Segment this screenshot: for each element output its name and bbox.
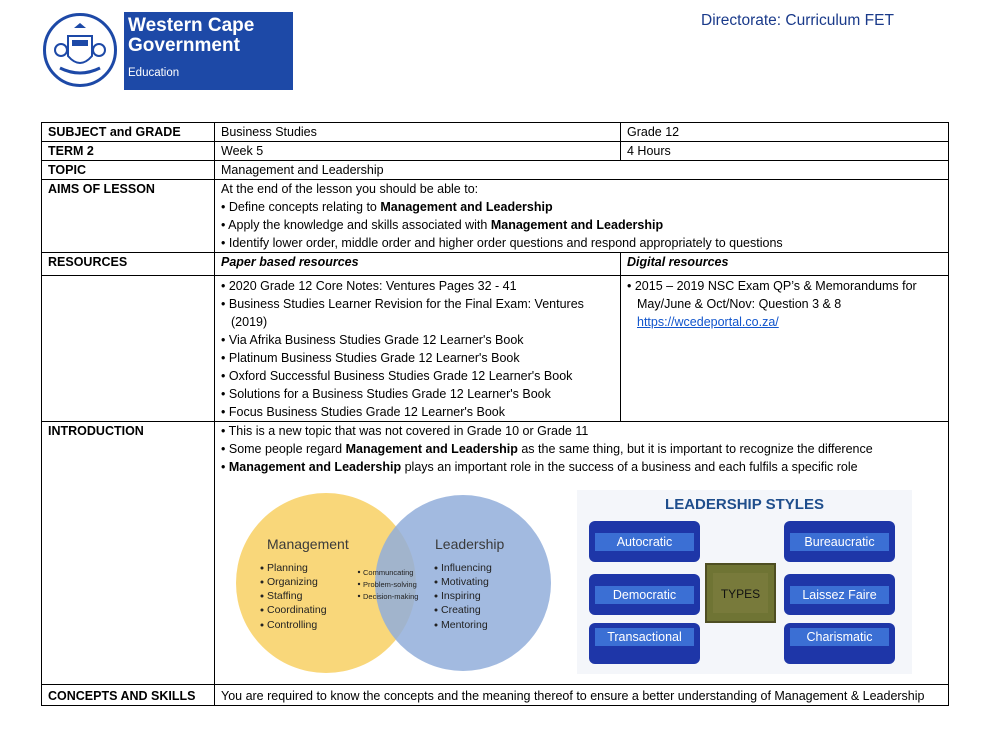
- list-item: May/June & Oct/Nov: Question 3 & 8: [637, 297, 842, 311]
- logo-line-1: Western Cape: [128, 15, 255, 36]
- digital-heading: Digital resources: [621, 253, 949, 276]
- week-value: Week 5: [215, 142, 621, 161]
- types-box: TYPES: [705, 563, 776, 623]
- venn-right-item: Influencing: [441, 562, 492, 574]
- subject-label: SUBJECT and GRADE: [42, 123, 215, 142]
- paper-heading: Paper based resources: [215, 253, 621, 276]
- leadership-styles-graphic: [577, 490, 912, 674]
- concepts-value: You are required to know the concepts and the meaning thereof to ensure a better understanding of Management & Leadership: [215, 685, 949, 706]
- intro-item: • Some people regard Management and Leadership as the same thing, but it is important to recognize the difference: [221, 440, 942, 458]
- topic-value: Management and Leadership: [215, 161, 949, 180]
- aims-item: • Identify lower order, middle order and higher order questions and respond appropriately to questions: [221, 234, 942, 252]
- venn-right-title: Leadership: [435, 536, 505, 552]
- style-box: Autocratic: [589, 521, 700, 562]
- wced-portal-link[interactable]: https://wcedeportal.co.za/: [637, 315, 779, 329]
- style-box: Laissez Faire: [784, 574, 895, 615]
- list-item: • Solutions for a Business Studies Grade 12 Learner's Book: [221, 385, 614, 403]
- style-box: Democratic: [589, 574, 700, 615]
- intro-images: [221, 476, 942, 684]
- subject-row: [42, 123, 949, 142]
- resources-heading-row: [42, 253, 949, 276]
- term-row: [42, 142, 949, 161]
- venn-left-item: Coordinating: [267, 604, 327, 616]
- logo-line-3: Education: [128, 67, 180, 79]
- venn-right-item: Mentoring: [441, 619, 488, 631]
- logo-line-2: Government: [128, 35, 240, 56]
- term-label: TERM 2: [42, 142, 215, 161]
- topic-label: TOPIC: [42, 161, 215, 180]
- concepts-row: [42, 685, 949, 706]
- venn-middle-item: Communcating: [363, 568, 414, 577]
- paper-resources-list: [215, 276, 621, 422]
- wcg-logo: [40, 12, 293, 90]
- digital-resources-list: [621, 276, 949, 422]
- intro-item: • Management and Leadership plays an important role in the success of a business and each fulfils a specific role: [221, 458, 942, 476]
- venn-middle-item: Decision-making: [363, 592, 419, 601]
- style-box: Transactional: [589, 623, 700, 664]
- intro-label: INTRODUCTION: [42, 422, 215, 685]
- list-item: (2019): [231, 315, 268, 329]
- aims-content: [215, 180, 949, 253]
- hours-value: 4 Hours: [621, 142, 949, 161]
- list-item: • 2020 Grade 12 Core Notes: Ventures Pages 32 - 41: [221, 277, 614, 295]
- resources-label: RESOURCES: [42, 253, 215, 276]
- aims-item: • Apply the knowledge and skills associated with Management and Leadership: [221, 216, 942, 234]
- list-item: • 2015 – 2019 NSC Exam QP’s & Memorandums for: [627, 277, 942, 295]
- aims-item: • Define concepts relating to Management and Leadership: [221, 198, 942, 216]
- venn-left-item: Organizing: [267, 576, 318, 588]
- venn-right-item: Inspiring: [441, 590, 481, 602]
- grade-value: Grade 12: [621, 123, 949, 142]
- style-box: Bureaucratic: [784, 521, 895, 562]
- venn-left-title: Management: [267, 536, 349, 552]
- resources-row: [42, 276, 949, 422]
- concepts-label: CONCEPTS AND SKILLS: [42, 685, 215, 706]
- aims-row: [42, 180, 949, 253]
- leadership-styles-title: LEADERSHIP STYLES: [665, 496, 824, 513]
- subject-value: Business Studies: [215, 123, 621, 142]
- venn-left-item: Planning: [267, 562, 308, 574]
- aims-label: AIMS OF LESSON: [42, 180, 215, 253]
- list-item: • Via Afrika Business Studies Grade 12 Learner's Book: [221, 331, 614, 349]
- topic-row: [42, 161, 949, 180]
- coat-of-arms-icon: [40, 12, 124, 90]
- venn-left-item: Controlling: [267, 619, 318, 631]
- style-box: Charismatic: [784, 623, 895, 664]
- aims-intro: At the end of the lesson you should be able to:: [221, 182, 479, 196]
- venn-middle-item: Problem-solving: [363, 580, 417, 589]
- venn-right-item: Motivating: [441, 576, 489, 588]
- list-item: • Focus Business Studies Grade 12 Learner's Book: [221, 403, 614, 421]
- directorate-heading: Directorate: Curriculum FET: [701, 12, 894, 29]
- list-item: • Oxford Successful Business Studies Grade 12 Learner's Book: [221, 367, 614, 385]
- venn-left-item: Staffing: [267, 590, 303, 602]
- lesson-plan-table: [41, 122, 949, 706]
- list-item: • Platinum Business Studies Grade 12 Learner's Book: [221, 349, 614, 367]
- venn-right-item: Creating: [441, 604, 481, 616]
- venn-diagram: [235, 490, 555, 676]
- introduction-row: [42, 422, 949, 685]
- list-item: • Business Studies Learner Revision for the Final Exam: Ventures: [221, 295, 614, 313]
- intro-item: • This is a new topic that was not covered in Grade 10 or Grade 11: [221, 422, 942, 440]
- intro-content: [215, 422, 949, 685]
